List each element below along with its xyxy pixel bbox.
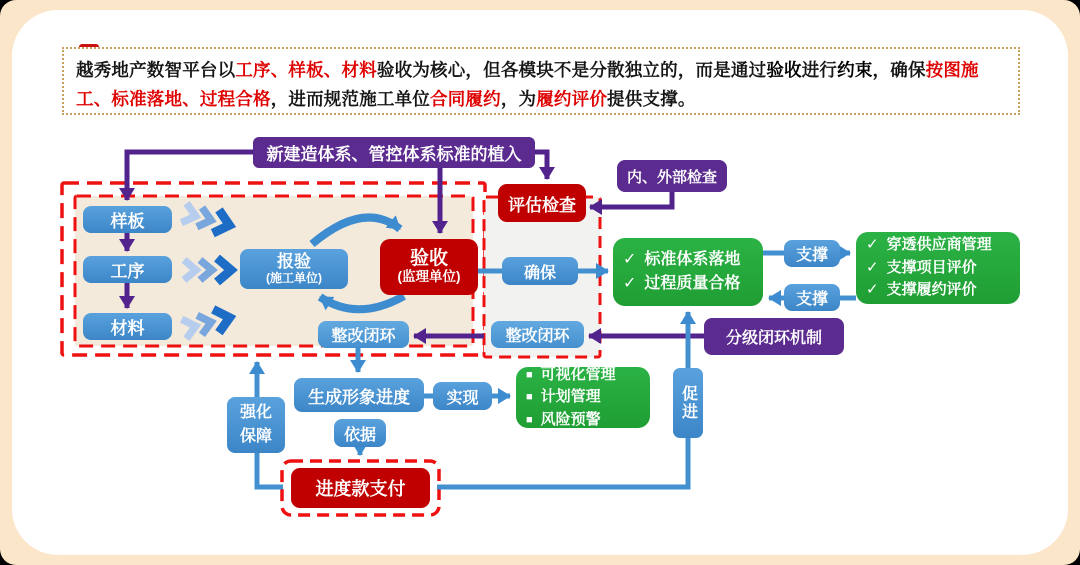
- ensure-box: 确保: [502, 257, 578, 285]
- list-item: [526, 409, 601, 432]
- acceptance-box: [380, 239, 478, 295]
- check-icon: ✓: [866, 258, 879, 276]
- list-item: [526, 386, 601, 409]
- list-item-label: 标准体系落地: [644, 251, 741, 268]
- intro-segment: ，为: [500, 89, 537, 109]
- strengthen-box: [227, 397, 285, 453]
- support-top-box: 支撑: [784, 240, 840, 267]
- list-item-label: 可视化管理: [540, 365, 616, 383]
- payment-box: 进度款支付: [291, 468, 430, 508]
- banner-standards-implant: 新建造体系、管控体系标准的植入: [253, 137, 535, 168]
- sample-box: 样板: [83, 206, 172, 233]
- list-item-label: 支撑项目评价: [886, 258, 977, 276]
- intro-segment: ，进而规范施工单位: [270, 89, 431, 109]
- intro-segment: 约束: [837, 60, 873, 80]
- inspection-report-title: 报验: [277, 252, 311, 272]
- intro-text: [62, 47, 1020, 115]
- list-item-label: 穿透供应商管理: [886, 236, 992, 254]
- intro-segment: 验收为核心，但各模块不是分散独立的，而是通过: [376, 60, 767, 80]
- list-item: [866, 279, 977, 302]
- list-item: [240, 401, 272, 425]
- check-icon: ✓: [866, 281, 879, 299]
- list-item-label: 保障: [239, 428, 272, 445]
- list-item: [623, 248, 740, 272]
- rectify-loop-box-core: 整改闭环: [318, 321, 409, 348]
- process-box: 工序: [83, 256, 172, 283]
- outcome-left-box: [613, 238, 763, 306]
- inspection-report-box: [240, 249, 348, 289]
- list-item: [526, 364, 616, 387]
- basis-box: 依据: [334, 419, 386, 447]
- bullet-icon: ■: [526, 368, 533, 381]
- list-item: [623, 272, 740, 296]
- list-item-label: 风险预警: [540, 410, 601, 428]
- intro-segment: ，确保: [872, 60, 926, 80]
- intro-segment: 履约评价: [536, 89, 608, 109]
- acceptance-subtitle: (监理单位): [397, 269, 461, 285]
- material-box: 材料: [83, 313, 172, 340]
- rectify-loop-box-column: 整改闭环: [491, 321, 584, 348]
- intro-segment: 提供支撑。: [607, 89, 696, 109]
- check-icon: ✓: [866, 236, 879, 254]
- promote-box: 促进: [673, 368, 703, 438]
- inspection-report-subtitle: (施工单位): [266, 270, 322, 285]
- assessment-check-box: 评估检查: [498, 184, 586, 222]
- support-bottom-box: 支撑: [784, 284, 840, 311]
- check-icon: ✓: [623, 251, 637, 268]
- features-box: [516, 367, 650, 428]
- list-item-label: 强化: [239, 404, 272, 421]
- acceptance-title: 验收: [409, 248, 448, 270]
- list-item-label: 过程质量合格: [644, 275, 741, 292]
- realize-box: 实现: [433, 382, 492, 410]
- intro-segment: 按图施工、标准落地、过程合格: [76, 60, 979, 109]
- list-item: [866, 257, 977, 280]
- hierarchy-loop-mechanism-box: 分级闭环机制: [704, 318, 844, 355]
- list-item: [240, 425, 272, 449]
- intro-segment: 进行: [801, 60, 838, 80]
- bullet-icon: ■: [526, 413, 533, 426]
- check-icon: ✓: [623, 275, 637, 292]
- list-item-label: 计划管理: [540, 388, 601, 406]
- list-item: [866, 234, 992, 257]
- intro-segment: 合同履约: [430, 89, 501, 109]
- outcome-right-box: [856, 232, 1020, 304]
- generate-progress-box: 生成形象进度: [294, 378, 424, 412]
- external-check-box: 内、外部检查: [617, 160, 727, 192]
- bullet-icon: ■: [526, 391, 533, 404]
- intro-segment: 工序、样板、材料: [235, 60, 377, 80]
- list-item-label: 支撑履约评价: [886, 281, 977, 299]
- intro-segment: 验收: [766, 60, 802, 80]
- intro-segment: 越秀地产数智平台以: [76, 60, 236, 80]
